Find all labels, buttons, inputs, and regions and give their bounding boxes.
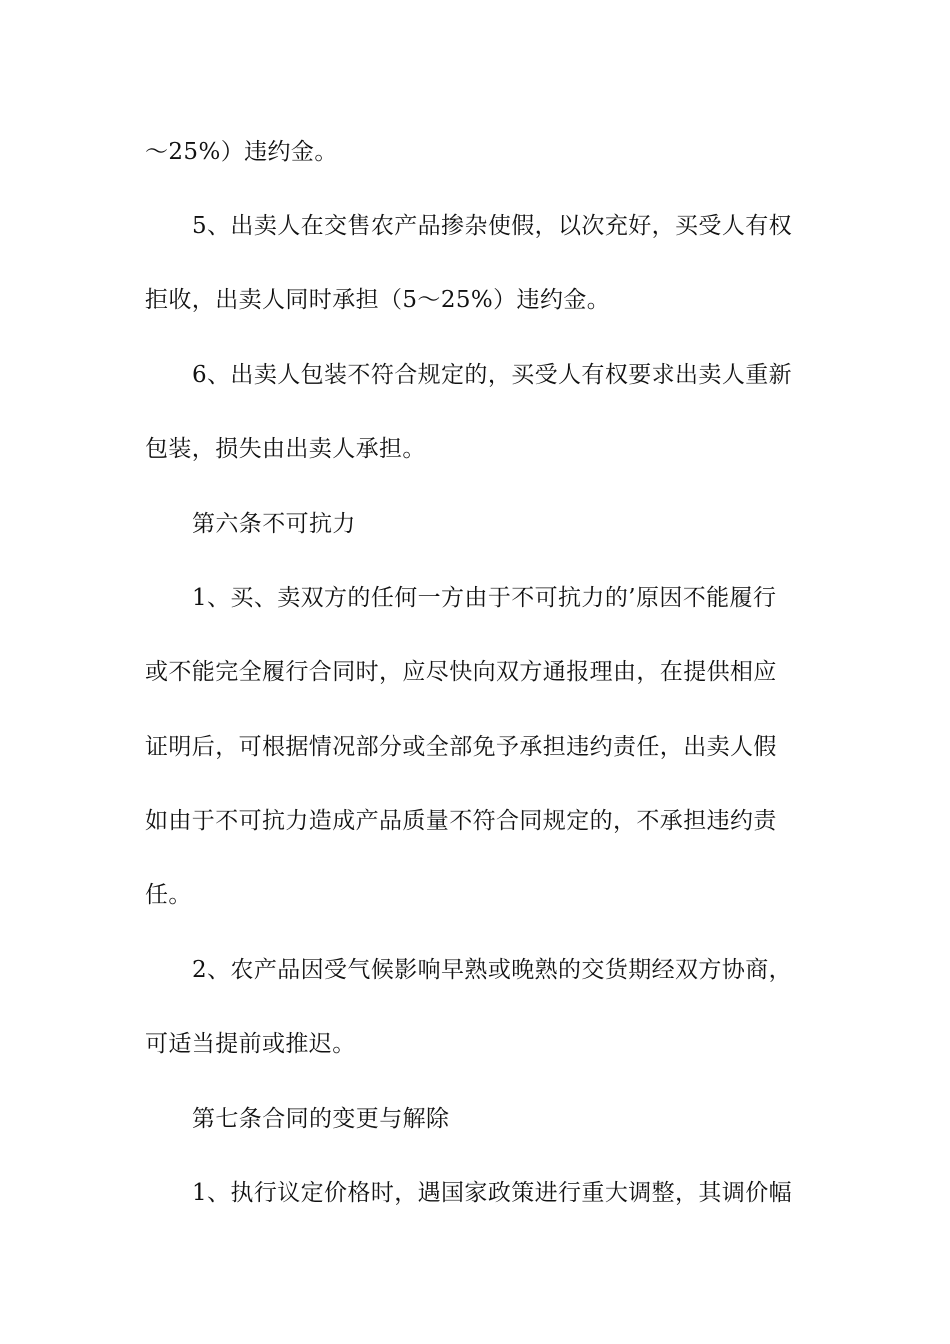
text-line: 拒收，出卖人同时承担（5～25%）违约金。: [145, 287, 611, 313]
section-heading: 第七条合同的变更与解除: [192, 1106, 450, 1132]
text-line: 1、执行议定价格时，遇国家政策进行重大调整，其调价幅: [192, 1180, 793, 1206]
text-line: 6、出卖人包装不符合规定的，买受人有权要求出卖人重新: [192, 362, 793, 388]
section-heading: 第六条不可抗力: [192, 511, 356, 537]
text-line: 或不能完全履行合同时，应尽快向双方通报理由，在提供相应: [145, 659, 777, 685]
text-line: 如由于不可抗力造成产品质量不符合同规定的，不承担违约责: [145, 808, 777, 834]
text-line: 5、出卖人在交售农产品掺杂使假，以次充好，买受人有权: [192, 213, 793, 239]
text-line: 可适当提前或推迟。: [145, 1031, 356, 1057]
text-line: 证明后，可根据情况部分或全部免予承担违约责任，出卖人假: [145, 734, 777, 760]
text-line: 任。: [145, 882, 192, 908]
text-line: 包装，损失由出卖人承担。: [145, 436, 426, 462]
text-line: ～25%）违约金。: [145, 139, 338, 165]
text-line: 2、农产品因受气候影响早熟或晚熟的交货期经双方协商，: [192, 957, 793, 983]
text-line: 1、买、卖双方的任何一方由于不可抗力的’原因不能履行: [192, 585, 777, 611]
